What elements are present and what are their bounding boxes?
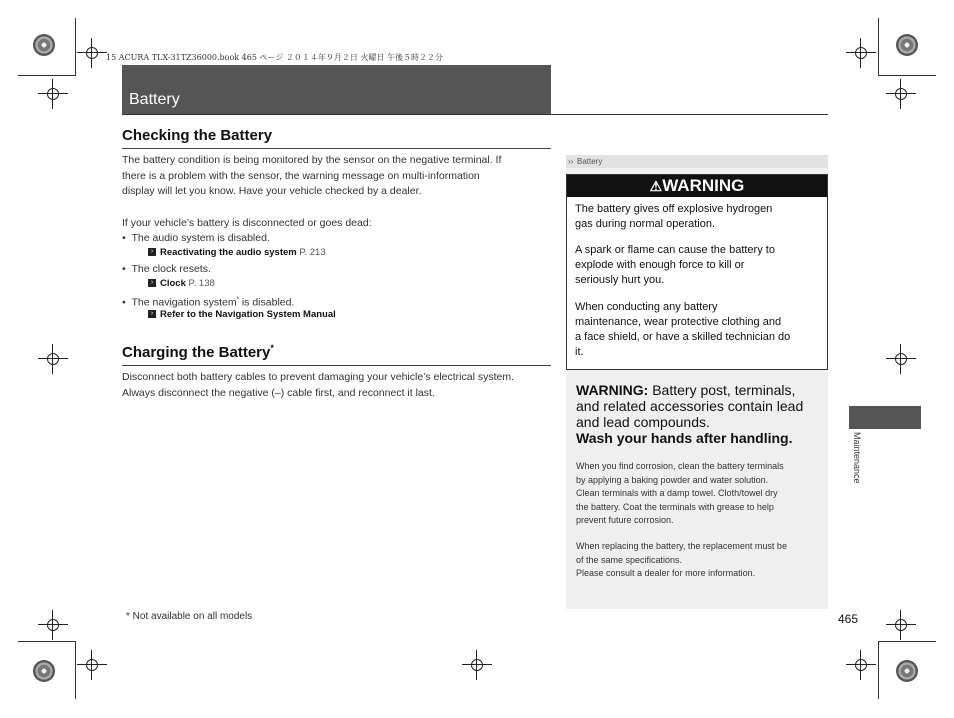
warning-triangle-icon: ⚠ <box>649 178 663 194</box>
warning-header: ⚠WARNING <box>567 175 827 197</box>
warning-text: A spark or flame can cause the battery to explode with enough force to kill or seriously hurt you. <box>575 244 775 286</box>
crop-line <box>878 75 936 76</box>
list-item: • The clock resets. <box>122 263 211 275</box>
xref-arrow-icon: › <box>148 310 156 318</box>
crosshair-icon <box>468 656 486 674</box>
crosshair-icon <box>83 44 101 62</box>
crop-line <box>18 75 76 76</box>
corrosion-note: When you find corrosion, clean the battery terminals by applying a baking powder and water solution. Clean terminals with a damp towel. Cloth/towel dry the battery. Coat the terminals with grease to help prevent future corrosion. <box>576 461 784 525</box>
checking-rule <box>122 148 551 149</box>
dead-battery-intro: If your vehicle’s battery is disconnected or goes dead: <box>122 217 372 229</box>
charging-rule <box>122 365 551 366</box>
registration-disc-icon <box>896 34 918 56</box>
section-title-bar <box>122 65 551 114</box>
crosshair-icon <box>892 85 910 103</box>
xref-audio-link[interactable]: › Reactivating the audio system P. 213 <box>148 247 326 258</box>
checking-heading: Checking the Battery <box>122 127 273 144</box>
checking-paragraph: The battery condition is being monitored by the sensor on the negative terminal. If there is a problem with the sensor, the warning message on multi-information display will let you know. Have your vehicle checked by a dealer. <box>122 154 502 197</box>
warning-box <box>566 174 828 370</box>
charging-heading: Charging the Battery* <box>122 343 274 361</box>
warning-text: The battery gives off explosive hydrogen gas during normal operation. <box>575 203 773 230</box>
registration-disc-icon <box>896 660 918 682</box>
reference-arrow-icon: ›› <box>568 157 574 166</box>
crop-line <box>75 641 76 699</box>
crop-line <box>75 18 76 76</box>
footnote: * Not available on all models <box>126 611 253 622</box>
xref-arrow-icon: › <box>148 248 156 256</box>
crosshair-icon <box>892 616 910 634</box>
crosshair-icon <box>892 350 910 368</box>
list-item: • The navigation system* is disabled. <box>122 296 295 309</box>
xref-clock-link[interactable]: › Clock P. 138 <box>148 278 215 289</box>
xref-navigation-link[interactable]: › Refer to the Navigation System Manual <box>148 309 336 320</box>
xref-arrow-icon: › <box>148 279 156 287</box>
print-header: 15 ACURA TLX-31TZ36000.book 465 ページ ２０１４年９月２日 火曜日 午後５時２２分 <box>106 53 443 62</box>
crop-line <box>878 18 879 76</box>
title-divider <box>122 114 828 115</box>
crop-line <box>18 641 76 642</box>
page-number: 465 <box>838 612 859 626</box>
chapter-tab-label: Maintenance <box>852 432 862 484</box>
crosshair-icon <box>852 656 870 674</box>
chapter-tab[interactable] <box>849 406 921 429</box>
crosshair-icon <box>83 656 101 674</box>
charging-paragraph: Disconnect both battery cables to prevent damaging your vehicle’s electrical system. Always disconnect the negative (–) cable first, and reconnect it last. <box>122 371 515 399</box>
registration-disc-icon <box>33 34 55 56</box>
crosshair-icon <box>852 44 870 62</box>
section-title: Battery <box>129 91 180 108</box>
registration-disc-icon <box>33 660 55 682</box>
lead-warning: WARNING: Battery post, terminals, and related accessories contain lead and lead compounds. Wash your hands after handling. <box>576 382 804 446</box>
crop-line <box>878 641 936 642</box>
warning-text: When conducting any battery maintenance, wear protective clothing and a face shield, or have a skilled technician do it. <box>575 301 791 358</box>
list-item: • The audio system is disabled. <box>122 232 270 244</box>
side-reference: ›› Battery <box>566 155 828 168</box>
replacement-note: When replacing the battery, the replacement must be of the same specifications. Please consult a dealer for more information. <box>576 541 787 578</box>
crosshair-icon <box>44 85 62 103</box>
crosshair-icon <box>44 350 62 368</box>
crosshair-icon <box>44 616 62 634</box>
crop-line <box>878 641 879 699</box>
